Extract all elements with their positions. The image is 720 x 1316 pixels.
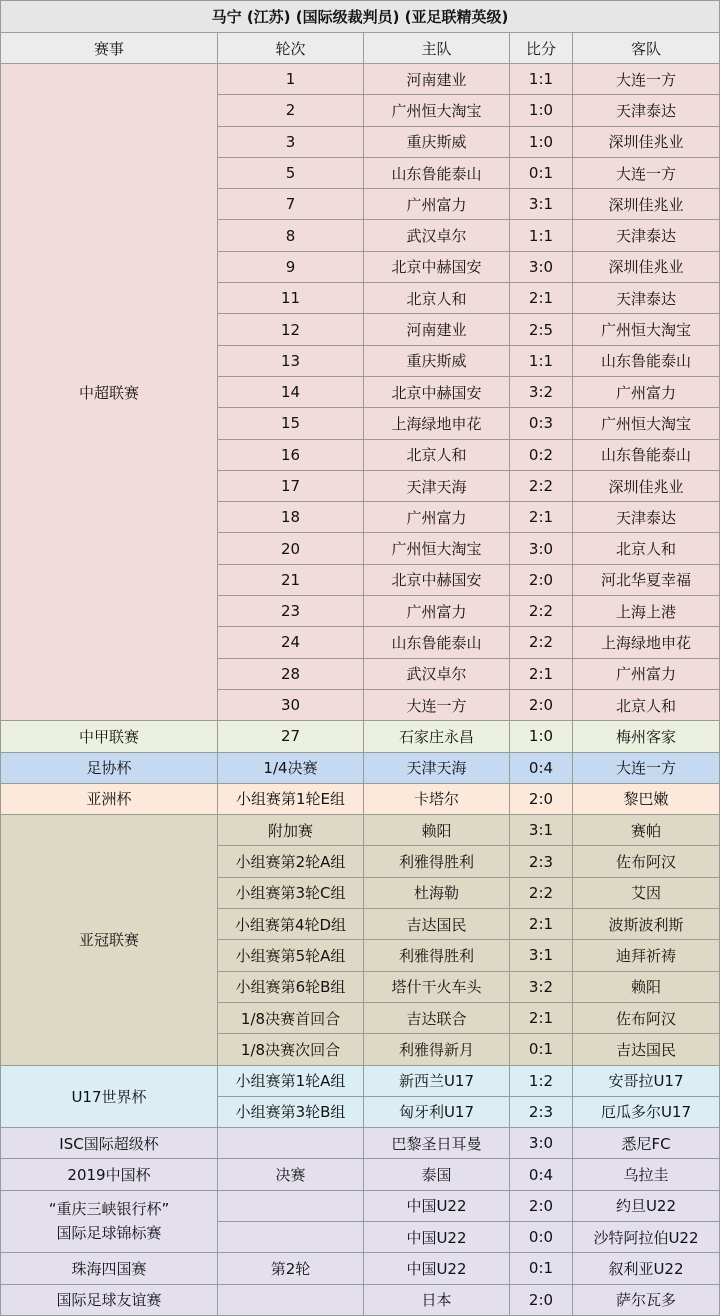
away-team-cell: 北京人和 <box>573 689 720 720</box>
home-team-cell: 广州富力 <box>364 502 510 533</box>
round-cell: 1/8决赛首回合 <box>218 1002 364 1033</box>
score-cell: 3:0 <box>510 533 573 564</box>
table-body <box>1 64 720 1316</box>
home-team-cell: 武汉卓尔 <box>364 220 510 251</box>
home-team-cell: 新西兰U17 <box>364 1065 510 1096</box>
competition-cell: 中超联赛 <box>1 64 218 721</box>
away-team-cell: 赛帕 <box>573 815 720 846</box>
away-team-cell: 深圳佳兆业 <box>573 126 720 157</box>
home-team-cell: 广州富力 <box>364 596 510 627</box>
table-row <box>1 783 720 814</box>
away-team-cell: 梅州客家 <box>573 721 720 752</box>
score-cell: 2:2 <box>510 596 573 627</box>
table-row <box>1 815 720 846</box>
home-team-cell: 北京人和 <box>364 283 510 314</box>
away-team-cell: 广州恒大淘宝 <box>573 408 720 439</box>
table-row <box>1 1284 720 1315</box>
round-cell: 小组赛第3轮C组 <box>218 877 364 908</box>
round-cell: 小组赛第3轮B组 <box>218 1096 364 1127</box>
round-cell <box>218 1221 364 1252</box>
score-cell: 3:1 <box>510 815 573 846</box>
home-team-cell: 利雅得胜利 <box>364 940 510 971</box>
header-away-team: 客队 <box>573 33 720 64</box>
score-cell: 2:2 <box>510 470 573 501</box>
round-cell: 27 <box>218 721 364 752</box>
away-team-cell: 乌拉圭 <box>573 1159 720 1190</box>
round-cell: 28 <box>218 658 364 689</box>
away-team-cell: 河北华夏幸福 <box>573 564 720 595</box>
away-team-cell: 上海绿地申花 <box>573 627 720 658</box>
round-cell: 9 <box>218 251 364 282</box>
home-team-cell: 赖阳 <box>364 815 510 846</box>
home-team-cell: 杜海勒 <box>364 877 510 908</box>
away-team-cell: 叙利亚U22 <box>573 1253 720 1284</box>
table-row <box>1 1190 720 1221</box>
score-cell: 0:1 <box>510 1253 573 1284</box>
score-cell: 2:1 <box>510 1002 573 1033</box>
home-team-cell: 中国U22 <box>364 1221 510 1252</box>
round-cell: 24 <box>218 627 364 658</box>
round-cell: 1/4决赛 <box>218 752 364 783</box>
competition-cell: 2019中国杯 <box>1 1159 218 1190</box>
home-team-cell: 山东鲁能泰山 <box>364 157 510 188</box>
competition-cell: 珠海四国赛 <box>1 1253 218 1284</box>
home-team-cell: 吉达联合 <box>364 1002 510 1033</box>
round-cell: 小组赛第1轮E组 <box>218 783 364 814</box>
score-cell: 0:0 <box>510 1221 573 1252</box>
round-cell: 12 <box>218 314 364 345</box>
score-cell: 0:2 <box>510 439 573 470</box>
score-cell: 3:1 <box>510 940 573 971</box>
round-cell: 30 <box>218 689 364 720</box>
round-cell: 1/8决赛次回合 <box>218 1034 364 1065</box>
header-score: 比分 <box>510 33 573 64</box>
round-cell: 17 <box>218 470 364 501</box>
home-team-cell: 天津天海 <box>364 470 510 501</box>
away-team-cell: 波斯波利斯 <box>573 909 720 940</box>
home-team-cell: 大连一方 <box>364 689 510 720</box>
score-cell: 3:0 <box>510 1128 573 1159</box>
home-team-cell: 武汉卓尔 <box>364 658 510 689</box>
score-cell: 1:1 <box>510 220 573 251</box>
score-cell: 1:0 <box>510 721 573 752</box>
score-cell: 0:4 <box>510 752 573 783</box>
home-team-cell: 上海绿地申花 <box>364 408 510 439</box>
score-cell: 3:2 <box>510 971 573 1002</box>
home-team-cell: 河南建业 <box>364 314 510 345</box>
score-cell: 1:0 <box>510 95 573 126</box>
away-team-cell: 天津泰达 <box>573 95 720 126</box>
round-cell: 11 <box>218 283 364 314</box>
away-team-cell: 约旦U22 <box>573 1190 720 1221</box>
table-title: 马宁 (江苏) (国际级裁判员) (亚足联精英级) <box>1 1 720 33</box>
score-cell: 2:0 <box>510 1284 573 1315</box>
score-cell: 2:3 <box>510 846 573 877</box>
home-team-cell: 塔什干火车头 <box>364 971 510 1002</box>
home-team-cell: 山东鲁能泰山 <box>364 627 510 658</box>
round-cell <box>218 1284 364 1315</box>
home-team-cell: 日本 <box>364 1284 510 1315</box>
home-team-cell: 重庆斯威 <box>364 126 510 157</box>
score-cell: 2:1 <box>510 283 573 314</box>
away-team-cell: 大连一方 <box>573 157 720 188</box>
away-team-cell: 赖阳 <box>573 971 720 1002</box>
home-team-cell: 北京人和 <box>364 439 510 470</box>
score-cell: 2:1 <box>510 658 573 689</box>
home-team-cell: 重庆斯威 <box>364 345 510 376</box>
header-home-team: 主队 <box>364 33 510 64</box>
score-cell: 2:0 <box>510 783 573 814</box>
away-team-cell: 大连一方 <box>573 752 720 783</box>
competition-cell: ISC国际超级杯 <box>1 1128 218 1159</box>
away-team-cell: 天津泰达 <box>573 220 720 251</box>
score-cell: 2:2 <box>510 877 573 908</box>
round-cell: 小组赛第6轮B组 <box>218 971 364 1002</box>
away-team-cell: 厄瓜多尔U17 <box>573 1096 720 1127</box>
away-team-cell: 北京人和 <box>573 533 720 564</box>
table-row <box>1 1159 720 1190</box>
away-team-cell: 山东鲁能泰山 <box>573 345 720 376</box>
table-row <box>1 1065 720 1096</box>
round-cell: 3 <box>218 126 364 157</box>
home-team-cell: 中国U22 <box>364 1190 510 1221</box>
home-team-cell: 卡塔尔 <box>364 783 510 814</box>
score-cell: 2:0 <box>510 1190 573 1221</box>
home-team-cell: 广州富力 <box>364 189 510 220</box>
round-cell: 18 <box>218 502 364 533</box>
competition-cell: U17世界杯 <box>1 1065 218 1128</box>
score-cell: 2:3 <box>510 1096 573 1127</box>
score-cell: 3:1 <box>510 189 573 220</box>
round-cell: 21 <box>218 564 364 595</box>
competition-cell: 中甲联赛 <box>1 721 218 752</box>
score-cell: 2:1 <box>510 909 573 940</box>
competition-cell: 足协杯 <box>1 752 218 783</box>
away-team-cell: 佐布阿汉 <box>573 846 720 877</box>
away-team-cell: 广州富力 <box>573 658 720 689</box>
away-team-cell: 佐布阿汉 <box>573 1002 720 1033</box>
table-row <box>1 752 720 783</box>
score-cell: 1:1 <box>510 64 573 95</box>
home-team-cell: 匈牙利U17 <box>364 1096 510 1127</box>
competition-cell: 国际足球友谊赛 <box>1 1284 218 1315</box>
away-team-cell: 广州恒大淘宝 <box>573 314 720 345</box>
away-team-cell: 悉尼FC <box>573 1128 720 1159</box>
score-cell: 2:0 <box>510 689 573 720</box>
round-cell: 23 <box>218 596 364 627</box>
home-team-cell: 北京中赫国安 <box>364 251 510 282</box>
round-cell: 7 <box>218 189 364 220</box>
score-cell: 2:0 <box>510 564 573 595</box>
round-cell: 小组赛第2轮A组 <box>218 846 364 877</box>
competition-cell: 亚洲杯 <box>1 783 218 814</box>
score-cell: 0:4 <box>510 1159 573 1190</box>
round-cell <box>218 1190 364 1221</box>
away-team-cell: 深圳佳兆业 <box>573 251 720 282</box>
score-cell: 2:5 <box>510 314 573 345</box>
away-team-cell: 广州富力 <box>573 376 720 407</box>
round-cell: 决赛 <box>218 1159 364 1190</box>
away-team-cell: 迪拜祈祷 <box>573 940 720 971</box>
round-cell: 14 <box>218 376 364 407</box>
home-team-cell: 广州恒大淘宝 <box>364 533 510 564</box>
home-team-cell: 利雅得胜利 <box>364 846 510 877</box>
home-team-cell: 泰国 <box>364 1159 510 1190</box>
home-team-cell: 巴黎圣日耳曼 <box>364 1128 510 1159</box>
home-team-cell: 天津天海 <box>364 752 510 783</box>
competition-cell: 亚冠联赛 <box>1 815 218 1065</box>
score-cell: 0:3 <box>510 408 573 439</box>
away-team-cell: 山东鲁能泰山 <box>573 439 720 470</box>
header-round: 轮次 <box>218 33 364 64</box>
round-cell: 1 <box>218 64 364 95</box>
table-row <box>1 1253 720 1284</box>
round-cell: 第2轮 <box>218 1253 364 1284</box>
table-row <box>1 1128 720 1159</box>
away-team-cell: 艾因 <box>573 877 720 908</box>
home-team-cell: 广州恒大淘宝 <box>364 95 510 126</box>
header-competition: 赛事 <box>1 33 218 64</box>
round-cell: 2 <box>218 95 364 126</box>
round-cell: 15 <box>218 408 364 439</box>
round-cell: 8 <box>218 220 364 251</box>
round-cell <box>218 1128 364 1159</box>
round-cell: 小组赛第4轮D组 <box>218 909 364 940</box>
score-cell: 0:1 <box>510 1034 573 1065</box>
score-cell: 2:2 <box>510 627 573 658</box>
competition-cell: “重庆三峡银行杯” 国际足球锦标赛 <box>1 1190 218 1253</box>
away-team-cell: 沙特阿拉伯U22 <box>573 1221 720 1252</box>
score-cell: 3:0 <box>510 251 573 282</box>
score-cell: 0:1 <box>510 157 573 188</box>
round-cell: 5 <box>218 157 364 188</box>
round-cell: 小组赛第5轮A组 <box>218 940 364 971</box>
round-cell: 16 <box>218 439 364 470</box>
round-cell: 20 <box>218 533 364 564</box>
score-cell: 1:1 <box>510 345 573 376</box>
score-cell: 1:0 <box>510 126 573 157</box>
round-cell: 附加赛 <box>218 815 364 846</box>
score-cell: 2:1 <box>510 502 573 533</box>
away-team-cell: 深圳佳兆业 <box>573 470 720 501</box>
round-cell: 小组赛第1轮A组 <box>218 1065 364 1096</box>
score-cell: 3:2 <box>510 376 573 407</box>
away-team-cell: 大连一方 <box>573 64 720 95</box>
round-cell: 13 <box>218 345 364 376</box>
away-team-cell: 深圳佳兆业 <box>573 189 720 220</box>
score-cell: 1:2 <box>510 1065 573 1096</box>
away-team-cell: 萨尔瓦多 <box>573 1284 720 1315</box>
away-team-cell: 天津泰达 <box>573 283 720 314</box>
home-team-cell: 北京中赫国安 <box>364 564 510 595</box>
home-team-cell: 北京中赫国安 <box>364 376 510 407</box>
away-team-cell: 吉达国民 <box>573 1034 720 1065</box>
home-team-cell: 石家庄永昌 <box>364 721 510 752</box>
home-team-cell: 吉达国民 <box>364 909 510 940</box>
away-team-cell: 天津泰达 <box>573 502 720 533</box>
away-team-cell: 黎巴嫩 <box>573 783 720 814</box>
away-team-cell: 安哥拉U17 <box>573 1065 720 1096</box>
table-row <box>1 64 720 95</box>
away-team-cell: 上海上港 <box>573 596 720 627</box>
home-team-cell: 利雅得新月 <box>364 1034 510 1065</box>
home-team-cell: 河南建业 <box>364 64 510 95</box>
table-row <box>1 721 720 752</box>
home-team-cell: 中国U22 <box>364 1253 510 1284</box>
